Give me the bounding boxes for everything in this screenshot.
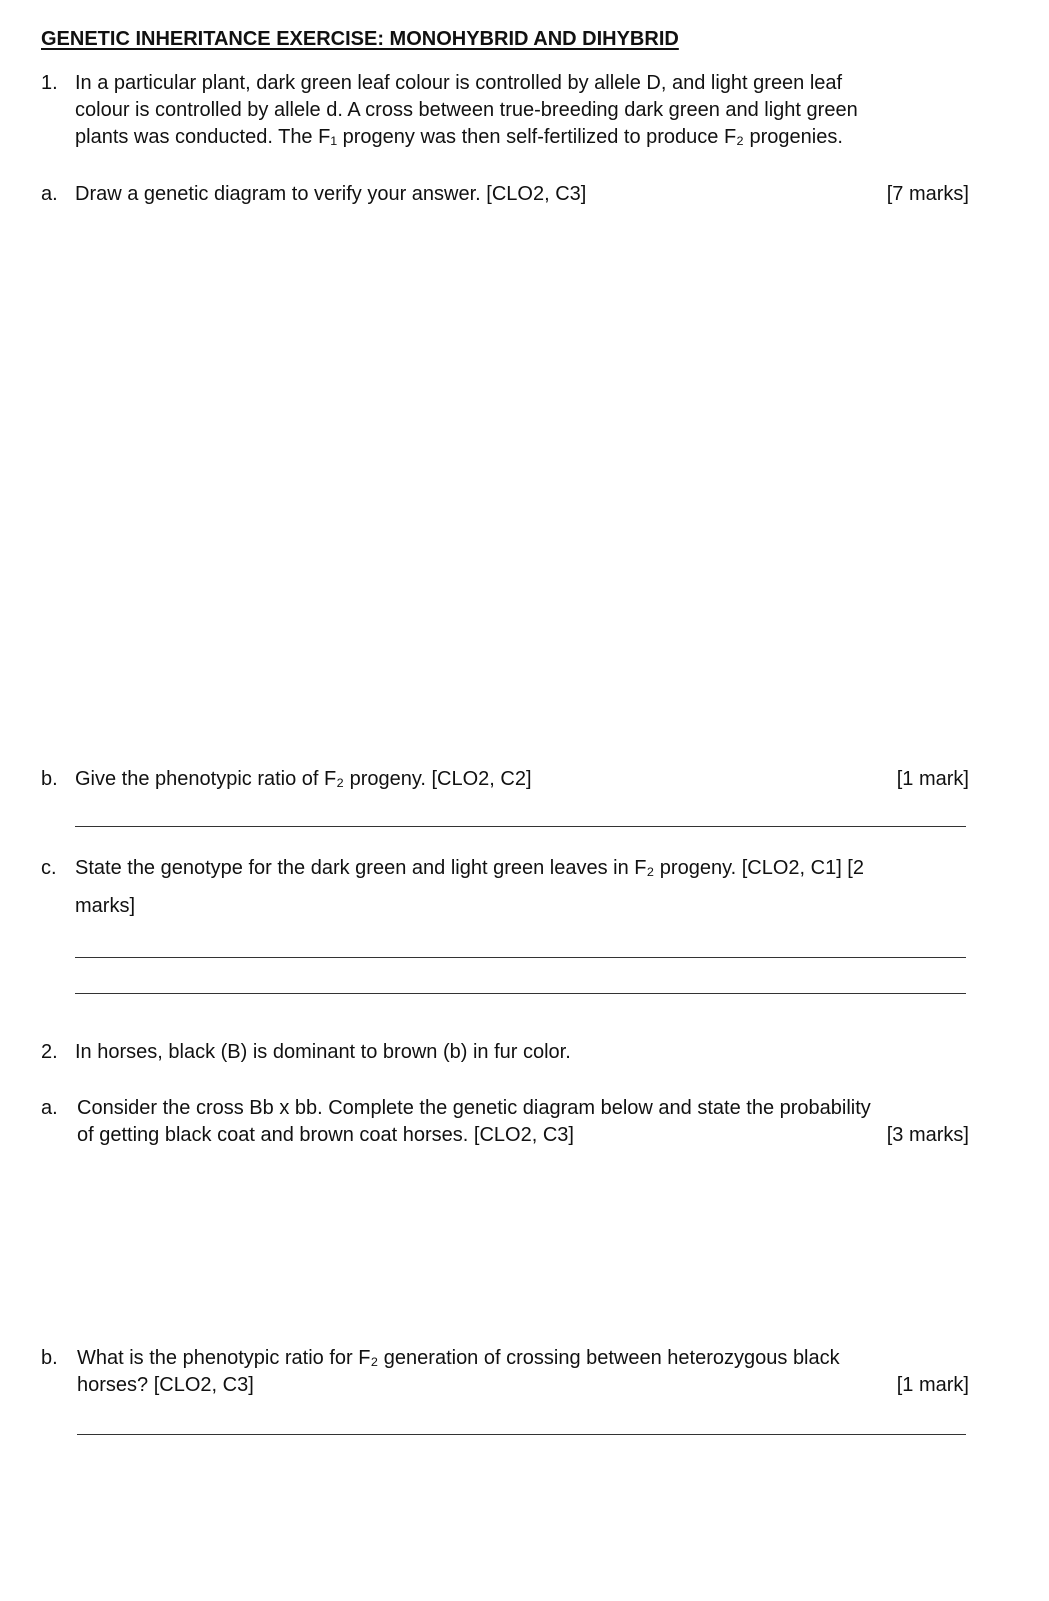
question-1a-label: a. bbox=[41, 183, 58, 205]
question-1-line-1: In a particular plant, dark green leaf colour is controlled by allele D, and light green leaf bbox=[75, 72, 843, 94]
question-2a-line-2: of getting black coat and brown coat horses. [CLO2, C3] bbox=[77, 1124, 574, 1146]
answer-line-1c-second[interactable] bbox=[75, 993, 966, 994]
question-2a-label: a. bbox=[41, 1097, 58, 1119]
answer-line-2b[interactable] bbox=[77, 1434, 966, 1435]
question-1c-label: c. bbox=[41, 857, 57, 879]
question-1b-label: b. bbox=[41, 768, 58, 790]
question-2a-marks: [3 marks] bbox=[886, 1124, 969, 1146]
question-2-text: In horses, black (B) is dominant to brown (b) in fur color. bbox=[75, 1041, 571, 1063]
question-2-number: 2. bbox=[41, 1041, 58, 1063]
question-1c-text-continued: marks] bbox=[75, 895, 135, 917]
question-1a-text: Draw a genetic diagram to verify your answer. [CLO2, C3] bbox=[75, 183, 587, 205]
answer-line-1b[interactable] bbox=[75, 826, 966, 827]
question-1c-text: State the genotype for the dark green and light green leaves in F₂ progeny. [CLO2, C1] [2 bbox=[75, 857, 864, 879]
question-1-line-2: colour is controlled by allele d. A cross between true-breeding dark green and light green bbox=[75, 99, 858, 121]
question-2b-marks: [1 mark] bbox=[896, 1374, 969, 1396]
question-2b-line-2: horses? [CLO2, C3] bbox=[77, 1374, 254, 1396]
question-1-line-3: plants was conducted. The F₁ progeny was then self-fertilized to produce F₂ progenies. bbox=[75, 126, 843, 148]
question-2a-line-1: Consider the cross Bb x bb. Complete the genetic diagram below and state the probability bbox=[77, 1097, 871, 1119]
worksheet-title: GENETIC INHERITANCE EXERCISE: MONOHYBRID AND DIHYBRID bbox=[41, 28, 679, 50]
question-1b-text: Give the phenotypic ratio of F₂ progeny. [CLO2, C2] bbox=[75, 768, 532, 790]
question-2b-label: b. bbox=[41, 1347, 58, 1369]
question-1b-marks: [1 mark] bbox=[896, 768, 969, 790]
question-1-number: 1. bbox=[41, 72, 58, 94]
question-1a-marks: [7 marks] bbox=[886, 183, 969, 205]
answer-line-1c-first[interactable] bbox=[75, 957, 966, 958]
question-2b-line-1: What is the phenotypic ratio for F₂ generation of crossing between heterozygous black bbox=[77, 1347, 840, 1369]
